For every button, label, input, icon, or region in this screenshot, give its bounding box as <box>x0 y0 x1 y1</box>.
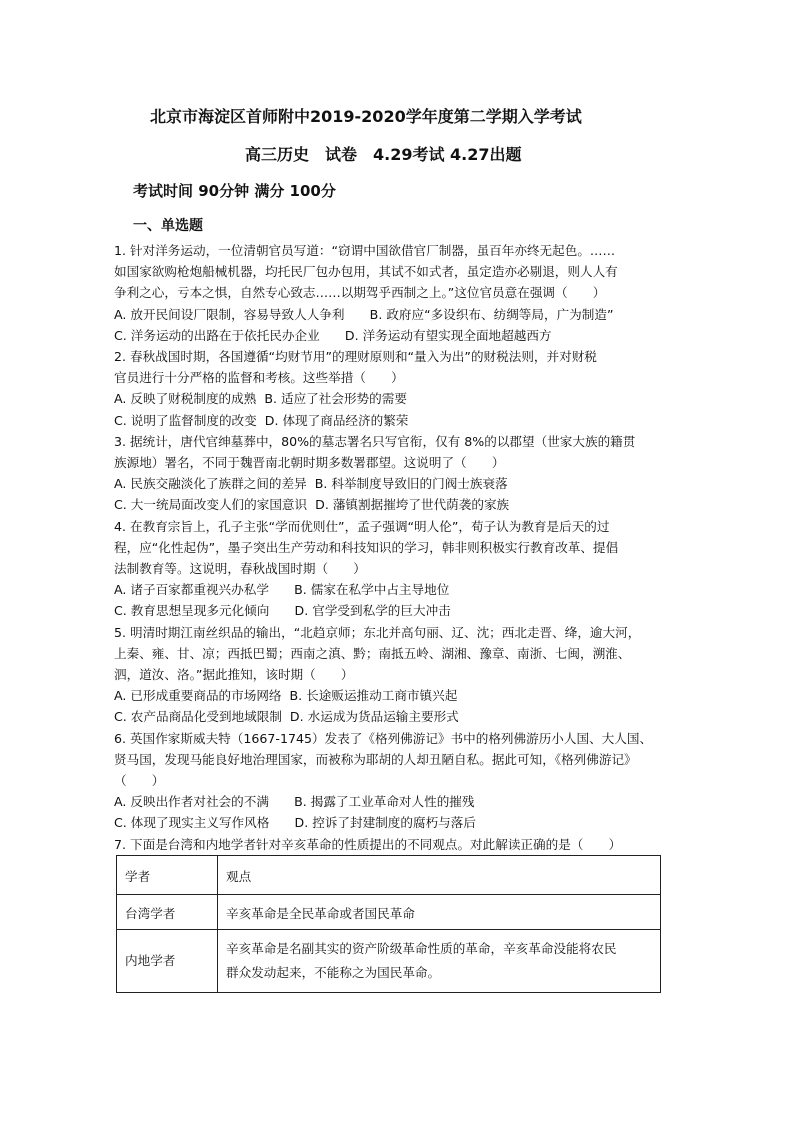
table-cell-line: 辛亥革命是名副其实的资产阶级革命性质的革命，辛亥革命没能将农民 <box>226 941 617 956</box>
table-cell: 辛亥革命是全民革命或者国民革命 <box>218 895 661 930</box>
question-stem-line: 上秦、雍、甘、凉；西抵巴蜀；西南之滇、黔；南抵五岭、湖湘、豫章、南浙、七闽，溯淮、 <box>114 645 631 661</box>
question-stem-line: 3. 据统计，唐代官绅墓葬中，80%的墓志署名只写官衔，仅有 8%的以郡望（世家大族的籍贯 <box>114 433 636 449</box>
exam-subtitle: 高三历史 试卷 4.29考试 4.27出题 <box>245 145 522 164</box>
table-cell: 内地学者 <box>117 930 218 993</box>
table-cell: 台湾学者 <box>117 895 218 930</box>
exam-title: 北京市海淀区首师附中2019-2020学年度第二学期入学考试 <box>150 107 582 126</box>
question-5 <box>114 622 684 728</box>
question-stem-line: 1. 针对洋务运动，一位清朝官员写道：“窃谓中国欲借官厂制器，虽百年亦终无起色。…… <box>114 243 616 258</box>
option-line: C. 说明了监督制度的改变 D. 体现了商品经济的繁荣 <box>114 412 409 428</box>
table-header-row <box>117 856 661 895</box>
question-stem-line: 2. 春秋战国时期，各国遵循“均财节用”的理财原则和“量入为出”的财税法则，并对财税 <box>114 349 597 365</box>
table-cell-line: 群众发动起来，不能称之为国民革命。 <box>226 965 441 980</box>
question-stem-line: 争利之心，亏本之惧，自然专心致志……以期驾乎西制之上。”这位官员意在强调（ ） <box>114 285 606 301</box>
option-line: A. 已形成重要商品的市场网络 B. 长途贩运推动工商市镇兴起 <box>114 688 458 704</box>
question-stem-line: 泗，道汝、洛。”据此推知，该时期（ ） <box>114 667 354 683</box>
question-stem-line: 贤马国，发现马能良好地治理国家，而被称为耶胡的人却丑陋自私。据此可知，《格列佛游记》 <box>114 751 637 767</box>
question-stem-line: 5. 明清时期江南丝织品的输出，“北趋京师；东北并高句丽、辽、沈；西北走晋、绛，逾大河， <box>114 624 641 640</box>
option-line: C. 洋务运动的出路在于依托民办企业 D. 洋务运动有望实现全面地超越西方 <box>114 327 552 343</box>
question-stem-line: 7. 下面是台湾和内地学者针对辛亥革命的性质提出的不同观点。对此解读正确的是（ ） <box>114 836 622 852</box>
question-4 <box>114 516 684 622</box>
question-stem-line: 法制教育等。这说明，春秋战国时期（ ） <box>114 561 366 577</box>
option-line: A. 诸子百家都重视兴办私学 B. 儒家在私学中占主导地位 <box>114 582 450 598</box>
question-stem-line: 程，应“化性起伪”，墨子突出生产劳动和科技知识的学习，韩非则积极实行教育改革、提倡 <box>114 539 619 555</box>
question-list <box>114 240 684 855</box>
option-line: C. 大一统局面改变人们的家国意识 D. 藩镇割据摧垮了世代荫袭的家族 <box>114 497 510 513</box>
question-stem-line: 6. 英国作家斯威夫特（1667-1745）发表了《格列佛游记》书中的格列佛游历小人国、大人国、 <box>114 730 653 746</box>
option-line: A. 反映了财税制度的成熟 B. 适应了社会形势的需要 <box>114 391 407 407</box>
table-header-cell: 学者 <box>117 856 218 895</box>
question-6 <box>114 728 684 834</box>
option-line: A. 放开民间设厂限制，容易导致人人争利 B. 政府应“多设织布、纺绸等局，广为制造” <box>114 306 614 322</box>
question-stem-line: （ ） <box>114 773 165 789</box>
question-3 <box>114 431 684 516</box>
question-stem-line: 族源地）署名，不同于魏晋南北朝时期多数署郡望。这说明了（ ） <box>114 455 505 471</box>
option-line: C. 教育思想呈现多元化倾向 D. 官学受到私学的巨大冲击 <box>114 603 451 619</box>
question-7 <box>114 834 684 855</box>
question-1 <box>114 240 684 346</box>
question-stem-line: 官员进行十分严格的监督和考核。这些举措（ ） <box>114 370 404 386</box>
option-line: A. 反映出作者对社会的不满 B. 揭露了工业革命对人性的摧残 <box>114 794 475 810</box>
exam-info: 考试时间 90分钟 满分 100分 <box>133 182 336 200</box>
option-line: A. 民族交融淡化了族群之间的差异 B. 科举制度导致旧的门阀士族衰落 <box>114 476 508 492</box>
question-stem-line: 4. 在教育宗旨上，孔子主张“学而优则仕”，孟子强调“明人伦”，荀子认为教育是后天的过 <box>114 518 610 534</box>
table-row <box>117 930 661 993</box>
section-heading: 一、单选题 <box>133 218 203 234</box>
question-2 <box>114 346 684 431</box>
viewpoint-table <box>116 855 661 993</box>
option-line: C. 体现了现实主义写作风格 D. 控诉了封建制度的腐朽与落后 <box>114 815 476 831</box>
table-cell <box>218 930 661 993</box>
question-stem-line: 如国家欲购枪炮船械机器，均托民厂包办包用，其试不如式者，虽定造亦必剔退，则人人有 <box>114 264 618 280</box>
option-line: C. 农产品商品化受到地域限制 D. 水运成为货品运输主要形式 <box>114 709 459 725</box>
table-row <box>117 895 661 930</box>
table-header-cell: 观点 <box>218 856 661 895</box>
